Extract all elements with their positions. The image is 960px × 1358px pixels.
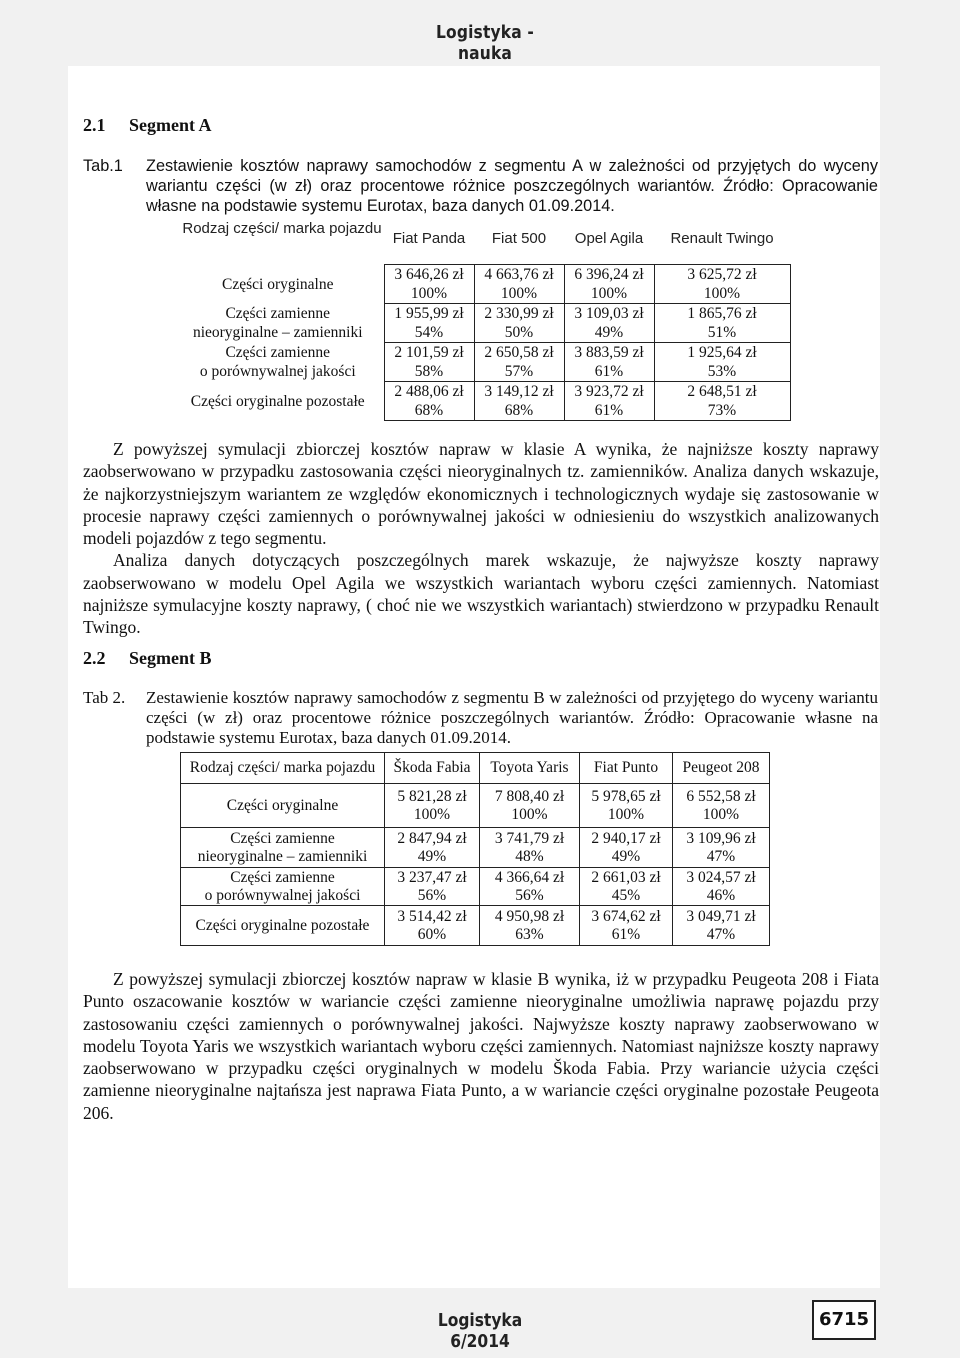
row-label: Części oryginalne pozostałe — [181, 906, 385, 946]
section-b-text — [83, 968, 879, 1124]
table-cell: 3 024,57 zł 46% — [673, 868, 770, 906]
section-b-number: 2.2 — [83, 648, 106, 668]
table-cell: 4 366,64 zł 56% — [480, 868, 580, 906]
table-cell: 4 950,98 zł 63% — [480, 906, 580, 946]
table-cell: 2 488,06 zł 68% — [384, 382, 474, 421]
table-cell: 2 847,94 zł 49% — [385, 828, 480, 868]
table-row — [180, 304, 790, 343]
table-cell: 5 821,28 zł 100% — [385, 784, 480, 828]
row-label: Części oryginalne pozostałe — [190, 392, 365, 410]
row-label: Części zamienne o porównywalnej jakości — [181, 868, 385, 906]
table-row — [181, 906, 770, 946]
table-cell: 3 109,96 zł 47% — [673, 828, 770, 868]
table-cell: 2 940,17 zł 49% — [580, 828, 673, 868]
paragraph: Analiza danych dotyczących poszczególnych marek wskazuje, że najwyższe koszty naprawy zaobserwowano w modelu Opel Agila we wszystkich wariantach wyboru części zamiennych. Natomiast najniższe symulacyjne koszty naprawy, ( choć nie we wszystkich wariantach) stwierdzono w przypadku Renault Twingo. — [83, 550, 879, 638]
table-cell: 2 648,51 zł 73% — [654, 382, 790, 421]
row-label: Części oryginalne — [181, 784, 385, 828]
page-content — [68, 66, 880, 1288]
table-cell: 1 955,99 zł 54% — [384, 304, 474, 343]
table-cell: 3 109,03 zł 49% — [564, 304, 654, 343]
row-label: Części zamienne nieoryginalne – zamienniki — [181, 828, 385, 868]
row-label: Części zamienne o porównywalnej jakości — [199, 344, 356, 380]
table-cell: 3 625,72 zł 100% — [654, 265, 790, 304]
table-2-header-row — [181, 753, 770, 784]
table-cell: 2 661,03 zł 45% — [580, 868, 673, 906]
table-cell: 7 808,40 zł 100% — [480, 784, 580, 828]
table-cell: 2 101,59 zł 58% — [384, 343, 474, 382]
table-cell: 3 149,12 zł 68% — [474, 382, 564, 421]
table-cell: 3 237,47 zł 56% — [385, 868, 480, 906]
table-cell: 5 978,65 zł 100% — [580, 784, 673, 828]
section-b-heading — [83, 648, 212, 669]
table-2-col-header: Škoda Fabia — [385, 753, 480, 784]
section-a-text — [83, 438, 879, 639]
table-1-caption-text: Zestawienie kosztów naprawy samochodów z segmentu A w zależności od przyjętych do wyceny wariantu części (w zł) oraz procentowe różnice poszczególnych wariantów. Źródło: Opracowanie własne na podstawie systemu Eurotax, baza danych 01.09.2014. — [146, 157, 878, 215]
table-cell: 1 925,64 zł 53% — [654, 343, 790, 382]
running-header: Logistyka - nauka — [435, 22, 535, 64]
section-a-heading — [83, 115, 212, 136]
table-cell: 3 741,79 zł 48% — [480, 828, 580, 868]
table-cell: 6 552,58 zł 100% — [673, 784, 770, 828]
section-b-title: Segment B — [129, 648, 212, 668]
table-row — [180, 265, 790, 304]
table-row — [181, 784, 770, 828]
table-row — [180, 343, 790, 382]
page-number: 6715 — [812, 1300, 876, 1340]
section-a-title: Segment A — [129, 115, 212, 135]
table-2-col-header: Peugeot 208 — [673, 753, 770, 784]
table-2-caption — [83, 688, 878, 748]
table-cell: 2 650,58 zł 57% — [474, 343, 564, 382]
table-2-header-label: Rodzaj części/ marka pojazdu — [181, 753, 385, 784]
table-cell: 6 396,24 zł 100% — [564, 265, 654, 304]
table-1-caption-label: Tab.1 — [83, 157, 123, 175]
table-1-col-header: Opel Agila — [574, 229, 644, 247]
table-cell: 3 646,26 zł 100% — [384, 265, 474, 304]
table-2-caption-label: Tab 2. — [83, 688, 126, 707]
table-row — [181, 868, 770, 906]
section-a-number: 2.1 — [83, 115, 106, 135]
row-label: Części zamienne nieoryginalne – zamienniki — [192, 305, 363, 341]
table-1-caption — [83, 156, 878, 216]
table-row — [181, 828, 770, 868]
table-2 — [180, 752, 770, 946]
paragraph: Z powyższej symulacji zbiorczej kosztów napraw w klasie B wynika, iż w przypadku Peugeota 208 i Fiata Punto oszacowanie kosztów w wariancie części zamienne nieoryginalne umożliwia naprawę pojazdu przy zastosowaniu części zamiennych o porównywalnej jakości. Najwyższe koszty naprawy zaobserwowano w modelu Toyota Yaris we wszystkich wariantach wyboru części zamiennych. Natomiast najniższe koszty naprawy zaobserwowano w przypadku części oryginalnych w modelu Škoda Fabia. Przy wariancie użycia części zamienne nieoryginalne najtańsza jest naprawa Fiata Punto, a w wariancie części oryginalne pozostałe Peugeota 206. — [83, 969, 879, 1123]
table-cell: 4 663,76 zł 100% — [474, 265, 564, 304]
paragraph: Z powyższej symulacji zbiorczej kosztów napraw w klasie A wynika, że najniższe koszty naprawy zaobserwowano w przypadku zastosowania części nieoryginalnych tz. zamienników. Analiza danych wskazuje, że najkorzystniejszym wariantem ze względów ekonomicznych i technologicznych wydaje się zastosowanie w procesie naprawy części zamiennych o porównywalnej jakości w odniesieniu do wszystkich analizowanych modeli pojazdów z tego segmentu. — [83, 439, 879, 549]
table-cell: 3 923,72 zł 61% — [564, 382, 654, 421]
running-footer: Logistyka 6/2014 — [437, 1310, 523, 1352]
table-2-col-header: Fiat Punto — [580, 753, 673, 784]
table-cell: 3 674,62 zł 61% — [580, 906, 673, 946]
table-cell: 2 330,99 zł 50% — [474, 304, 564, 343]
table-cell: 3 514,42 zł 60% — [385, 906, 480, 946]
table-2-col-header: Toyota Yaris — [480, 753, 580, 784]
table-cell: 3 049,71 zł 47% — [673, 906, 770, 946]
table-2-caption-text: Zestawienie kosztów naprawy samochodów z segmentu B w zależności od przyjętego do wyceny wariantu części (w zł) oraz procentowe różnice poszczególnych wariantów. Źródło: Opracowanie własne na podstawie systemu Eurotax, baza danych 01.09.2014. — [146, 688, 878, 747]
table-cell: 3 883,59 zł 61% — [564, 343, 654, 382]
table-1-col-header: Renault Twingo — [670, 229, 774, 247]
table-1-header-label: Rodzaj części/ marka pojazdu — [182, 220, 382, 237]
row-label: Części oryginalne — [222, 275, 334, 293]
table-1-col-header: Fiat Panda — [392, 229, 466, 247]
table-1 — [180, 218, 791, 421]
table-1-col-header: Fiat 500 — [491, 229, 547, 247]
table-row — [180, 382, 790, 421]
table-1-header-row — [180, 218, 790, 258]
table-cell: 1 865,76 zł 51% — [654, 304, 790, 343]
